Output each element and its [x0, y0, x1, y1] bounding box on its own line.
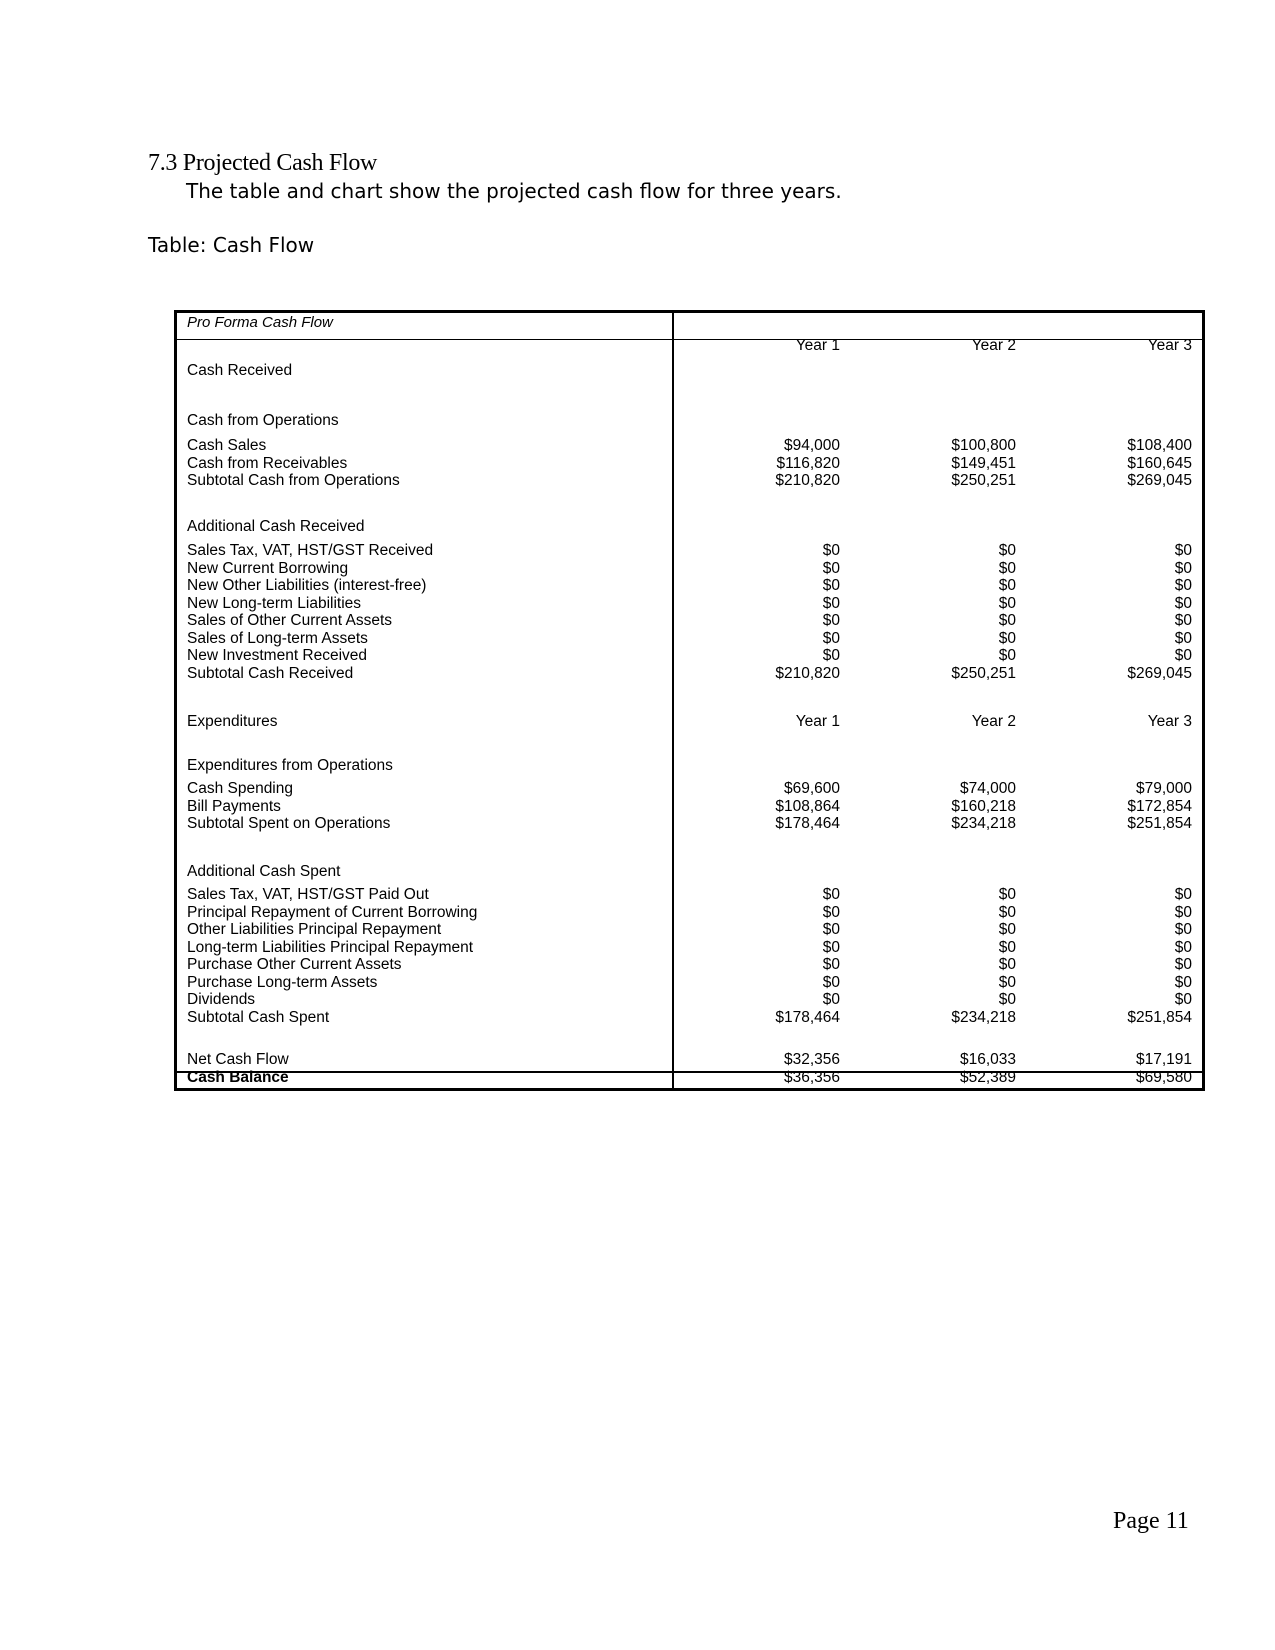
row-value: $0: [822, 542, 840, 559]
row-label: Bill Payments: [187, 797, 281, 815]
row-value: $0: [1174, 577, 1192, 594]
row-value: $0: [1174, 594, 1192, 612]
row-label: Cash from Receivables: [187, 454, 348, 472]
row-value: $0: [998, 629, 1016, 647]
row-value: $0: [822, 938, 840, 956]
year-header: Year 2: [971, 337, 1016, 354]
net-cash-flow-label: Net Cash Flow: [187, 1051, 289, 1068]
row-value: $234,218: [951, 1008, 1016, 1026]
row-value: $149,451: [951, 454, 1016, 472]
year-header: Year 1: [795, 713, 840, 730]
row-value: $0: [998, 973, 1016, 991]
row-value: $0: [822, 921, 840, 938]
row-value: $160,645: [1127, 454, 1192, 472]
row-value: $0: [998, 938, 1016, 956]
row-value: $210,820: [775, 664, 840, 682]
row-label: Sales of Other Current Assets: [187, 612, 393, 629]
row-label: Subtotal Spent on Operations: [187, 815, 391, 832]
row-value: $108,864: [775, 797, 840, 815]
row-value: $69,600: [783, 780, 840, 797]
year-header: Year 3: [1147, 713, 1192, 730]
row-value: $250,251: [951, 664, 1016, 682]
row-value: $251,854: [1127, 1008, 1192, 1026]
row-value: $0: [1174, 921, 1192, 938]
row-value: $0: [998, 577, 1016, 594]
row-value: $269,045: [1127, 472, 1192, 489]
net-cash-flow-value: $17,191: [1135, 1051, 1192, 1068]
row-label: Subtotal Cash Received: [187, 664, 354, 682]
row-value: $0: [1174, 629, 1192, 647]
row-value: $0: [998, 647, 1016, 664]
row-label: Dividends: [187, 991, 256, 1008]
row-value: $0: [1174, 612, 1192, 629]
row-value: $0: [998, 612, 1016, 629]
row-value: $0: [1174, 956, 1192, 973]
row-label: Long-term Liabilities Principal Repayment: [187, 938, 474, 956]
row-label: Subtotal Cash from Operations: [187, 472, 400, 489]
row-value: $0: [1174, 647, 1192, 664]
row-value: $0: [1174, 542, 1192, 559]
row-value: $269,045: [1127, 664, 1192, 682]
row-label: Sales Tax, VAT, HST/GST Paid Out: [187, 886, 429, 903]
row-value: $74,000: [959, 780, 1016, 797]
table-title: Pro Forma Cash Flow: [187, 314, 333, 331]
row-value: $0: [822, 886, 840, 903]
section-label: Cash from Operations: [187, 412, 339, 429]
row-label: Subtotal Cash Spent: [187, 1008, 330, 1026]
row-value: $0: [822, 973, 840, 991]
row-value: $0: [1174, 559, 1192, 577]
row-value: $0: [1174, 973, 1192, 991]
row-value: $0: [998, 542, 1016, 559]
row-value: $0: [822, 991, 840, 1008]
year-header: Year 2: [971, 713, 1016, 730]
row-value: $0: [998, 594, 1016, 612]
row-label: Principal Repayment of Current Borrowing: [187, 903, 478, 921]
page-number: Page 11: [1113, 1508, 1189, 1534]
row-value: $172,854: [1127, 797, 1192, 815]
row-label: Cash Sales: [187, 437, 267, 454]
cash-balance-value: $36,356: [783, 1069, 840, 1086]
row-value: $0: [822, 903, 840, 921]
row-value: $0: [998, 559, 1016, 577]
row-label: Purchase Other Current Assets: [187, 956, 402, 973]
net-cash-flow-value: $32,356: [783, 1051, 840, 1068]
row-label: New Long-term Liabilities: [187, 594, 362, 612]
row-label: Other Liabilities Principal Repayment: [187, 921, 442, 938]
cash-balance-label: Cash Balance: [187, 1069, 289, 1086]
row-label: New Other Liabilities (interest-free): [187, 577, 427, 594]
row-value: $0: [822, 629, 840, 647]
section-label: Expenditures: [187, 713, 278, 730]
row-value: $251,854: [1127, 815, 1192, 832]
row-value: $0: [1174, 886, 1192, 903]
row-value: $0: [998, 886, 1016, 903]
row-value: $0: [822, 956, 840, 973]
row-label: Sales of Long-term Assets: [187, 629, 368, 647]
table-caption: Table: Cash Flow: [148, 233, 315, 257]
row-label: Cash Spending: [187, 780, 293, 797]
section-label: Additional Cash Received: [187, 518, 365, 535]
row-label: New Investment Received: [187, 647, 368, 664]
row-value: $0: [1174, 903, 1192, 921]
row-value: $100,800: [951, 437, 1016, 454]
row-value: $0: [1174, 991, 1192, 1008]
section-heading: 7.3 Projected Cash Flow: [148, 150, 378, 176]
row-value: $0: [1174, 938, 1192, 956]
row-value: $0: [822, 594, 840, 612]
row-value: $108,400: [1127, 437, 1192, 454]
row-value: $0: [822, 647, 840, 664]
row-value: $94,000: [783, 437, 840, 454]
year-header: Year 3: [1147, 337, 1192, 354]
row-label: New Current Borrowing: [187, 559, 349, 577]
row-label: Purchase Long-term Assets: [187, 973, 378, 991]
intro-text: The table and chart show the projected cash flow for three years.: [186, 179, 842, 203]
section-label: Cash Received: [187, 362, 293, 379]
row-value: $116,820: [776, 454, 840, 472]
row-value: $178,464: [775, 815, 840, 832]
row-value: $79,000: [1135, 780, 1192, 797]
row-value: $0: [998, 921, 1016, 938]
year-header: Year 1: [795, 337, 840, 354]
row-value: $0: [998, 956, 1016, 973]
row-value: $178,464: [775, 1008, 840, 1026]
cash-balance-value: $69,580: [1135, 1069, 1192, 1086]
row-value: $0: [822, 559, 840, 577]
row-value: $0: [822, 577, 840, 594]
row-value: $210,820: [775, 472, 840, 489]
row-value: $0: [822, 612, 840, 629]
row-value: $0: [998, 903, 1016, 921]
cash-balance-value: $52,389: [959, 1069, 1016, 1086]
section-label: Expenditures from Operations: [187, 757, 393, 774]
row-value: $0: [998, 991, 1016, 1008]
row-value: $250,251: [951, 472, 1016, 489]
row-value: $160,218: [951, 797, 1016, 815]
net-cash-flow-value: $16,033: [959, 1051, 1016, 1068]
row-label: Sales Tax, VAT, HST/GST Received: [187, 542, 434, 559]
section-label: Additional Cash Spent: [187, 863, 341, 880]
row-value: $234,218: [951, 815, 1016, 832]
